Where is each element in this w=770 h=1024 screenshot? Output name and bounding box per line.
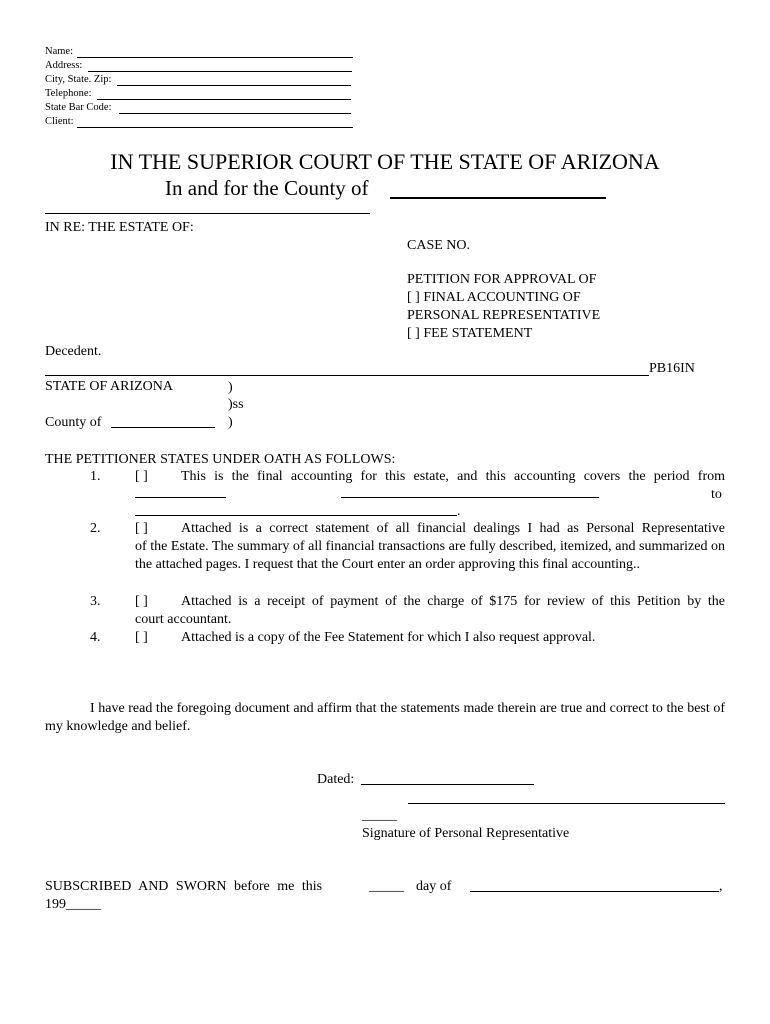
period-start-date-field[interactable] [341,497,599,498]
case-no-label: CASE NO. [407,238,471,253]
venue-paren-1: ) [228,380,233,395]
checkbox[interactable]: [ ] [135,594,148,609]
client-field[interactable] [77,127,353,128]
jurat-day-blank: _____ [369,879,404,894]
item-text: Attached is a correct statement of all financial dealings I had as Personal Representative [181,521,725,536]
checkbox[interactable]: [ ] [135,521,148,536]
checkbox[interactable]: [ ] [135,630,148,645]
caption-rule [45,213,370,214]
oath-heading: THE PETITIONER STATES UNDER OATH AS FOLLOWS: [45,452,396,467]
form-code: PB16IN [649,361,695,376]
telephone-field[interactable] [97,99,351,100]
venue-state: STATE OF ARIZONA [45,379,173,394]
jurat-day-of: day of [416,879,452,894]
item-number: 2. [90,521,101,536]
in-re-label: IN RE: THE ESTATE OF: [45,220,194,235]
period-end-field[interactable] [135,515,457,516]
item-number: 3. [90,594,101,609]
city-state-zip-field[interactable] [117,85,351,86]
period-end-dot: . [457,504,461,519]
venue-county-label: County of [45,415,102,430]
petition-line-3: PERSONAL REPRESENTATIVE [407,308,601,323]
petition-line-4: [ ] FEE STATEMENT [407,326,533,341]
item-number: 4. [90,630,101,645]
caption-bottom-rule [45,375,649,376]
petition-line-1: PETITION FOR APPROVAL OF [407,272,597,287]
state-bar-code-label: State Bar Code: [45,102,112,113]
to-label: to [711,487,722,502]
jurat-comma: , [719,879,723,894]
dated-label: Dated: [317,772,355,787]
client-label: Client: [45,116,74,127]
name-label: Name: [45,46,73,57]
address-field[interactable] [88,71,352,72]
jurat-month-field[interactable] [470,891,719,892]
city-state-zip-label: City, State. Zip: [45,74,112,85]
venue-ss: )ss [228,397,244,412]
affirmation: I have read the foregoing document and affirm that the statements made therein are true and correct to the best of my knowledge and belief. [45,701,725,734]
item-text: Attached is a copy of the Fee Statement for which I also request approval. [181,630,596,645]
telephone-label: Telephone: [45,88,92,99]
signature-blank: _____ [362,808,397,823]
venue-county-field[interactable] [111,427,215,428]
item-text: Attached is a receipt of payment of the charge of $175 for review of this Petition by the [181,594,725,609]
county-heading: In and for the County of [165,176,369,200]
item-number: 1. [90,469,101,484]
jurat-year: 199_____ [45,897,101,912]
petition-line-2: [ ] FINAL ACCOUNTING OF [407,290,581,305]
signature-label: Signature of Personal Representative [362,826,570,841]
name-field[interactable] [77,57,353,58]
signature-field[interactable] [408,803,725,804]
item-text: This is the final accounting for this estate, and this accounting covers the period from [181,469,725,484]
venue-paren-2: ) [228,415,233,430]
county-name-field[interactable] [390,197,606,199]
item-text-continued: of the Estate. The summary of all financial transactions are fully described, itemized, and summarized on the attached pages. I request that the Court enter an order approving this final accounting.. [135,539,725,572]
checkbox[interactable]: [ ] [135,469,148,484]
decedent-label: Decedent. [45,344,102,359]
period-start-field[interactable] [135,497,226,498]
dated-field[interactable] [361,784,534,785]
address-label: Address: [45,60,83,71]
state-bar-code-field[interactable] [119,113,351,114]
court-title: IN THE SUPERIOR COURT OF THE STATE OF ARIZONA [110,149,660,174]
item-text-continued: court accountant. [135,612,232,627]
jurat-text: SUBSCRIBED AND SWORN before me this [45,879,323,894]
